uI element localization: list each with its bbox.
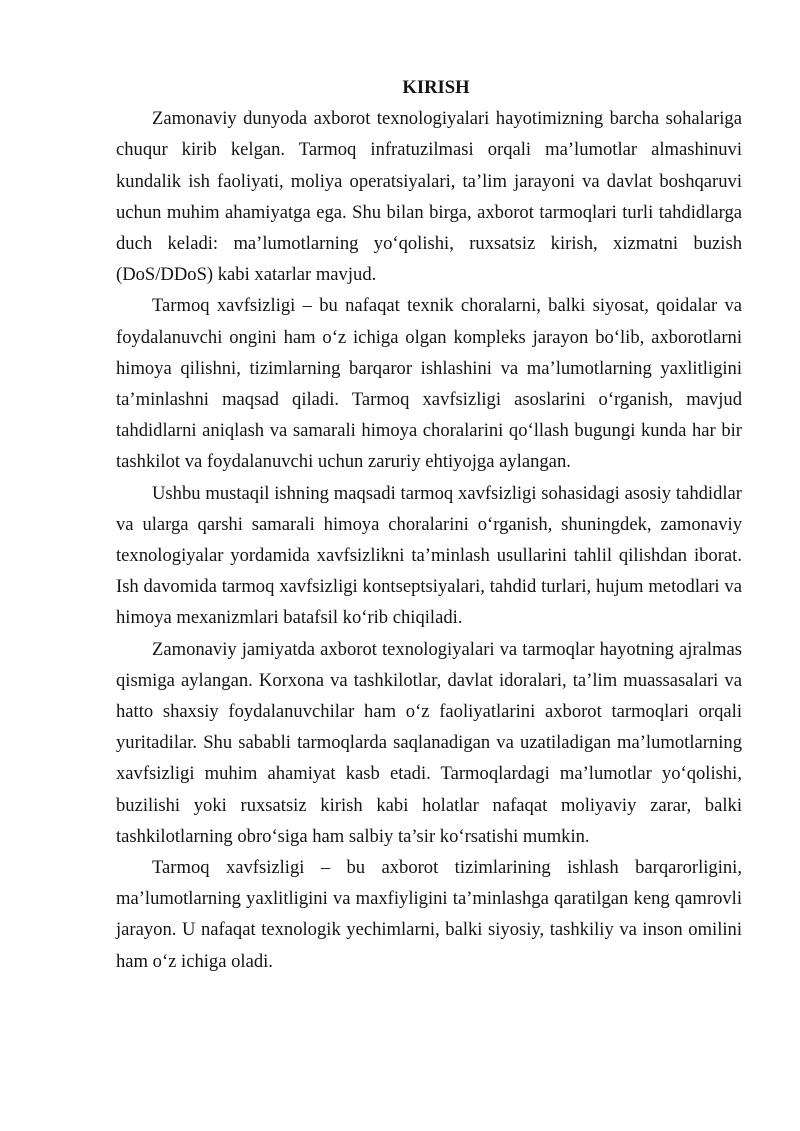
paragraph-2: Tarmoq xavfsizligi – bu nafaqat texnik choralarni, balki siyosat, qoidalar va foydalanuvchi ongini ham o‘z ichiga olgan kompleks jarayon bo‘lib, axborotlarni himoya qilishni, tizimlarning barqaror ishlashini va ma’lumotlarning yaxlitligini ta’minlashni maqsad qiladi. Tarmoq xavfsizligi asoslarini o‘rganish, mavjud tahdidlarni aniqlash va samarali himoya choralarini qo‘llash bugungi kunda har bir tashkilot va foydalanuvchi uchun zaruriy ehtiyojga aylangan. (116, 295, 742, 473)
paragraph-5: Tarmoq xavfsizligi – bu axborot tizimlarining ishlash barqarorligini, ma’lumotlarning yaxlitligini va maxfiyligini ta’minlashga qaratilgan keng qamrovli jarayon. U nafaqat texnologik yechimlarni, balki siyosiy, tashkiliy va inson omilini ham o‘z ichiga oladi. (116, 857, 742, 972)
paragraph-4: Zamonaviy jamiyatda axborot texnologiyalari va tarmoqlar hayotning ajralmas qismiga aylangan. Korxona va tashkilotlar, davlat idoralari, ta’lim muassasalari va hatto shaxsiy foydalanuvchilar ham o‘z faoliyatlarini axborot tarmoqlari orqali yuritadilar. Shu sababli tarmoqlarda saqlanadigan va uzatiladigan ma’lumotlarning xavfsizligi muhim ahamiyat kasb etadi. Tarmoqlardagi ma’lumotlar yo‘qolishi, buzilishi yoki ruxsatsiz kirish kabi holatlar nafaqat moliyaviy zarar, balki tashkilotlarning obro‘siga ham salbiy ta’sir ko‘rsatishi mumkin. (116, 638, 742, 847)
document-body (116, 72, 742, 977)
page-title: KIRISH (402, 77, 470, 98)
paragraph-3: Ushbu mustaqil ishning maqsadi tarmoq xavfsizligi sohasidagi asosiy tahdidlar va ularga qarshi samarali himoya choralarini o‘rganish, shuningdek, zamonaviy texnologiyalar yordamida xavfsizlikni ta’minlash usullarini tahlil qilishdan iborat. Ish davomida tarmoq xavfsizligi kontseptsiyalari, tahdid turlari, hujum metodlari va himoya mexanizmlari batafsil ko‘rib chiqiladi. (116, 482, 742, 629)
paragraph-1: Zamonaviy dunyoda axborot texnologiyalari hayotimizning barcha sohalariga chuqur kirib kelgan. Tarmoq infratuzilmasi orqali ma’lumotlar almashinuvi kundalik ish faoliyati, moliya operatsiyalari, ta’lim jarayoni va davlat boshqaruvi uchun muhim ahamiyatga ega. Shu bilan birga, axborot tarmoqlari turli tahdidlarga duch keladi: ma’lumotlarning yo‘qolishi, ruxsatsiz kirish, xizmatni buzish (DoS/DDoS) kabi xatarlar mavjud. (116, 108, 742, 286)
